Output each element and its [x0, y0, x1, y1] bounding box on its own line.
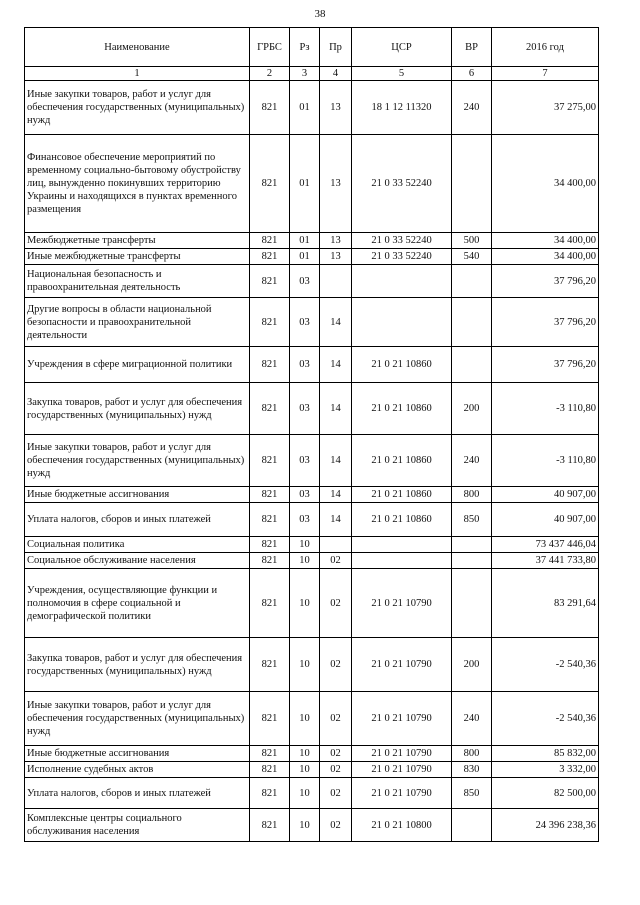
table-row: [25, 487, 599, 503]
row-pr: 13: [320, 249, 352, 265]
row-csr: 21 0 21 10790: [352, 569, 452, 638]
row-amount: 24 396 238,36: [492, 809, 599, 842]
row-grbs: 821: [250, 135, 290, 233]
table-row: [25, 347, 599, 383]
table-row: [25, 692, 599, 746]
row-vr: 540: [452, 249, 492, 265]
row-pr: 14: [320, 347, 352, 383]
header-grbs: ГРБС: [250, 28, 290, 67]
row-grbs: 821: [250, 762, 290, 778]
row-csr: 21 0 33 52240: [352, 233, 452, 249]
row-vr: [452, 298, 492, 347]
row-vr: 800: [452, 487, 492, 503]
row-vr: [452, 135, 492, 233]
row-name: Исполнение судебных актов: [25, 762, 250, 778]
row-csr: 21 0 21 10860: [352, 435, 452, 487]
table-row: [25, 249, 599, 265]
row-vr: 240: [452, 692, 492, 746]
column-number: 1: [25, 67, 250, 81]
row-amount: 34 400,00: [492, 249, 599, 265]
row-name: Социальное обслуживание населения: [25, 553, 250, 569]
row-pr: 02: [320, 553, 352, 569]
row-vr: [452, 569, 492, 638]
row-name: Иные закупки товаров, работ и услуг для обеспечения государственных (муниципальных) нужд: [25, 692, 250, 746]
row-amount: -3 110,80: [492, 435, 599, 487]
row-name: Иные бюджетные ассигнования: [25, 746, 250, 762]
row-pr: 02: [320, 809, 352, 842]
row-vr: 240: [452, 81, 492, 135]
row-pr: 14: [320, 298, 352, 347]
row-csr: 21 0 21 10800: [352, 809, 452, 842]
column-number: 4: [320, 67, 352, 81]
row-rz: 03: [290, 503, 320, 537]
row-grbs: 821: [250, 298, 290, 347]
row-amount: -2 540,36: [492, 638, 599, 692]
row-vr: 830: [452, 762, 492, 778]
row-csr: [352, 553, 452, 569]
table-row: [25, 746, 599, 762]
row-amount: 3 332,00: [492, 762, 599, 778]
row-grbs: 821: [250, 569, 290, 638]
table-row: [25, 503, 599, 537]
row-grbs: 821: [250, 553, 290, 569]
row-grbs: 821: [250, 537, 290, 553]
table-row: [25, 435, 599, 487]
row-pr: 13: [320, 135, 352, 233]
row-pr: 14: [320, 487, 352, 503]
header-rz: Рз: [290, 28, 320, 67]
table-row: [25, 809, 599, 842]
table-row: [25, 638, 599, 692]
row-name: Иные закупки товаров, работ и услуг для обеспечения государственных (муниципальных) нужд: [25, 435, 250, 487]
row-pr: [320, 537, 352, 553]
row-csr: 21 0 21 10860: [352, 347, 452, 383]
row-name: Межбюджетные трансферты: [25, 233, 250, 249]
row-vr: [452, 265, 492, 298]
row-grbs: 821: [250, 487, 290, 503]
column-number: 6: [452, 67, 492, 81]
header-pr: Пр: [320, 28, 352, 67]
row-pr: 02: [320, 692, 352, 746]
row-csr: 21 0 21 10790: [352, 638, 452, 692]
table-row: [25, 383, 599, 435]
row-pr: 14: [320, 383, 352, 435]
row-vr: [452, 553, 492, 569]
row-vr: 500: [452, 233, 492, 249]
row-vr: 240: [452, 435, 492, 487]
row-rz: 10: [290, 746, 320, 762]
row-rz: 10: [290, 778, 320, 809]
row-amount: 73 437 446,04: [492, 537, 599, 553]
column-number-row: [25, 67, 599, 81]
row-amount: 37 796,20: [492, 347, 599, 383]
row-rz: 10: [290, 569, 320, 638]
row-name: Финансовое обеспечение мероприятий по временному социально-бытовому обустройству лиц, вынужденно покинувших территорию Украины и находящихся в пунктах временного размещения: [25, 135, 250, 233]
row-amount: 34 400,00: [492, 233, 599, 249]
row-rz: 03: [290, 487, 320, 503]
row-grbs: 821: [250, 383, 290, 435]
table-row: [25, 569, 599, 638]
row-csr: 21 0 21 10790: [352, 762, 452, 778]
row-rz: 03: [290, 265, 320, 298]
header-name: Наименование: [25, 28, 250, 67]
column-number: 5: [352, 67, 452, 81]
row-name: Другие вопросы в области национальной безопасности и правоохранительной деятельности: [25, 298, 250, 347]
row-amount: 85 832,00: [492, 746, 599, 762]
row-name: Национальная безопасность и правоохранительная деятельность: [25, 265, 250, 298]
header-vr: ВР: [452, 28, 492, 67]
table-row: [25, 537, 599, 553]
row-rz: 10: [290, 809, 320, 842]
column-number: 3: [290, 67, 320, 81]
row-grbs: 821: [250, 233, 290, 249]
row-csr: 21 0 21 10860: [352, 503, 452, 537]
row-amount: 40 907,00: [492, 487, 599, 503]
row-amount: 82 500,00: [492, 778, 599, 809]
row-rz: 01: [290, 249, 320, 265]
budget-table: [24, 27, 599, 842]
column-number: 7: [492, 67, 599, 81]
row-csr: 21 0 21 10790: [352, 692, 452, 746]
row-vr: 850: [452, 503, 492, 537]
row-grbs: 821: [250, 638, 290, 692]
row-grbs: 821: [250, 809, 290, 842]
row-amount: 83 291,64: [492, 569, 599, 638]
row-name: Учреждения, осуществляющие функции и полномочия в сфере социальной и демографической политики: [25, 569, 250, 638]
row-csr: [352, 265, 452, 298]
row-grbs: 821: [250, 503, 290, 537]
row-grbs: 821: [250, 778, 290, 809]
row-grbs: 821: [250, 692, 290, 746]
row-grbs: 821: [250, 265, 290, 298]
row-csr: [352, 537, 452, 553]
row-name: Комплексные центры социального обслуживания населения: [25, 809, 250, 842]
table-row: [25, 298, 599, 347]
row-pr: 13: [320, 233, 352, 249]
row-amount: 37 796,20: [492, 298, 599, 347]
row-csr: 21 0 21 10790: [352, 746, 452, 762]
row-rz: 03: [290, 383, 320, 435]
row-rz: 03: [290, 298, 320, 347]
table-row: [25, 81, 599, 135]
row-grbs: 821: [250, 347, 290, 383]
row-vr: 800: [452, 746, 492, 762]
row-amount: -2 540,36: [492, 692, 599, 746]
row-name: Учреждения в сфере миграционной политики: [25, 347, 250, 383]
row-pr: 13: [320, 81, 352, 135]
row-name: Иные межбюджетные трансферты: [25, 249, 250, 265]
row-vr: [452, 347, 492, 383]
row-vr: [452, 537, 492, 553]
row-rz: 01: [290, 81, 320, 135]
row-pr: 02: [320, 569, 352, 638]
row-rz: 10: [290, 692, 320, 746]
row-rz: 10: [290, 762, 320, 778]
row-csr: 21 0 21 10860: [352, 487, 452, 503]
row-vr: 850: [452, 778, 492, 809]
table-row: [25, 135, 599, 233]
row-amount: 40 907,00: [492, 503, 599, 537]
row-amount: 37 441 733,80: [492, 553, 599, 569]
table-row: [25, 233, 599, 249]
row-amount: 37 275,00: [492, 81, 599, 135]
row-pr: 14: [320, 503, 352, 537]
row-grbs: 821: [250, 81, 290, 135]
row-name: Иные закупки товаров, работ и услуг для обеспечения государственных (муниципальных) нужд: [25, 81, 250, 135]
row-amount: 34 400,00: [492, 135, 599, 233]
row-grbs: 821: [250, 249, 290, 265]
row-vr: 200: [452, 383, 492, 435]
row-rz: 03: [290, 347, 320, 383]
row-rz: 10: [290, 638, 320, 692]
row-name: Уплата налогов, сборов и иных платежей: [25, 778, 250, 809]
page-number: 38: [314, 8, 326, 20]
row-csr: 21 0 33 52240: [352, 249, 452, 265]
row-pr: 02: [320, 778, 352, 809]
row-csr: 21 0 33 52240: [352, 135, 452, 233]
row-pr: 14: [320, 435, 352, 487]
header-row: [25, 28, 599, 67]
row-pr: 02: [320, 746, 352, 762]
row-pr: [320, 265, 352, 298]
column-number: 2: [250, 67, 290, 81]
row-grbs: 821: [250, 746, 290, 762]
row-amount: 37 796,20: [492, 265, 599, 298]
row-name: Закупка товаров, работ и услуг для обеспечения государственных (муниципальных) нужд: [25, 638, 250, 692]
row-vr: [452, 809, 492, 842]
row-name: Социальная политика: [25, 537, 250, 553]
row-grbs: 821: [250, 435, 290, 487]
table-row: [25, 778, 599, 809]
row-rz: 01: [290, 135, 320, 233]
table-row: [25, 265, 599, 298]
row-name: Уплата налогов, сборов и иных платежей: [25, 503, 250, 537]
row-pr: 02: [320, 638, 352, 692]
row-csr: 21 0 21 10790: [352, 778, 452, 809]
row-csr: 21 0 21 10860: [352, 383, 452, 435]
header-year: 2016 год: [492, 28, 599, 67]
row-csr: [352, 298, 452, 347]
row-csr: 18 1 12 11320: [352, 81, 452, 135]
row-vr: 200: [452, 638, 492, 692]
row-rz: 10: [290, 553, 320, 569]
row-name: Иные бюджетные ассигнования: [25, 487, 250, 503]
header-csr: ЦСР: [352, 28, 452, 67]
row-rz: 10: [290, 537, 320, 553]
row-name: Закупка товаров, работ и услуг для обеспечения государственных (муниципальных) нужд: [25, 383, 250, 435]
row-amount: -3 110,80: [492, 383, 599, 435]
row-pr: 02: [320, 762, 352, 778]
row-rz: 03: [290, 435, 320, 487]
table-row: [25, 553, 599, 569]
table-row: [25, 762, 599, 778]
row-rz: 01: [290, 233, 320, 249]
